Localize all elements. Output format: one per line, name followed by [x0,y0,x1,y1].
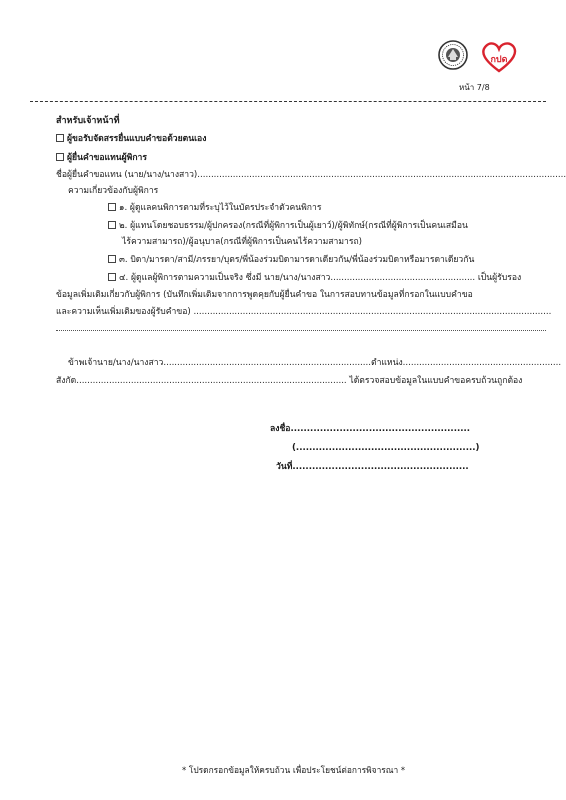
officer-name-field[interactable]: ข้าพเจ้านาย/นาง/นางสาว............................................................................ตำแหน่ง.......................................................... [68,358,562,368]
footer-note: * โปรดกรอกข้อมูลให้ครบถ้วน เพื่อประโยชน์ต่อการพิจารณา * [182,765,406,775]
relation-label: ความเกี่ยวข้องกับผู้พิการ [68,186,159,196]
date-label: วันที่ [276,462,293,472]
checkbox[interactable] [108,255,116,263]
checkbox[interactable] [108,273,116,281]
signature-date-field[interactable] [276,462,469,472]
government-seal-logo [438,40,468,70]
official-section-title: สำหรับเจ้าหน้าที่ [56,116,120,126]
affiliation-field[interactable]: สังกัด................................................................................................... ได้ตรวจสอบข้อมูลในแบบคำขอครบถ้วนถูกต้อง [56,376,523,386]
option-self-label: ผู้ขอรับจัดสรรยื่นแบบคำขอด้วยตนเอง [67,134,207,144]
option-proxy-label: ผู้ยื่นคำขอแทนผู้พิการ [67,153,147,163]
signature-dots: ....................................................... [290,424,471,434]
section-divider [30,101,546,102]
signature-field[interactable] [270,424,470,434]
checkbox[interactable] [108,203,116,211]
page-number: หน้า 7/8 [459,83,490,92]
proxy-name-field[interactable]: ชื่อผู้ยื่นคำขอแทน (นาย/นาง/นางสาว)....................................................................................................................................... [56,170,566,180]
date-dots: ...................................................... [292,462,469,472]
brand-heart-logo [478,40,520,74]
brand-logo-text: กปด [490,55,508,65]
relation-option-label: ๒. ผู้แทนโดยชอบธรรม/ผู้ปกครอง(กรณีที่ผู้พิการเป็นผู้เยาว์)/ผู้พิทักษ์(กรณีที่ผู้พิการเป็นคนเสมือน [119,221,468,231]
relation-option-2[interactable] [108,221,468,231]
relation-option-label: ๑. ผู้ดูแลคนพิการตามที่ระบุไว้ในบัตรประจำตัวคนพิการ [119,203,322,213]
additional-info-line[interactable] [56,330,546,331]
relation-option-label: ๓. บิดา/มารดา/สามี/ภรรยา/บุตร/พี่น้องร่วมบิดามารดาเดียวกัน/พี่น้องร่วมบิดาหรือมารดาเดียวกัน [119,255,475,265]
relation-option-label: ๔. ผู้ดูแลผู้พิการตามความเป็นจริง ซึ่งมี นาย/นาง/นางสาว..................................................... เป็นผู้รับรอง [119,273,522,283]
signature-name-field[interactable]: (.......................................................) [292,443,480,453]
relation-option-1[interactable] [108,203,321,213]
option-self-submit[interactable] [56,134,206,144]
checkbox[interactable] [56,134,64,142]
checkbox[interactable] [108,221,116,229]
additional-info-label: ข้อมูลเพิ่มเติมเกี่ยวกับผู้พิการ (บันทึกเพิ่มเติมจากการพูดคุยกับผู้ยื่นคำขอ ในการสอบทานข้อมูลที่กรอกในแบบคำขอ [56,290,473,300]
additional-info-field[interactable]: และความเห็นเพิ่มเติมของผู้รับคำขอ) ................................................................................................................................... [56,307,552,317]
option-proxy-submit[interactable] [56,153,147,163]
relation-option-4[interactable] [108,273,521,283]
checkbox[interactable] [56,153,64,161]
relation-option-2-continued: ไร้ความสามารถ)/ผู้อนุบาล(กรณีที่ผู้พิการเป็นคนไร้ความสามารถ) [122,237,363,247]
relation-option-3[interactable] [108,255,474,265]
signature-label: ลงชื่อ [270,424,291,434]
